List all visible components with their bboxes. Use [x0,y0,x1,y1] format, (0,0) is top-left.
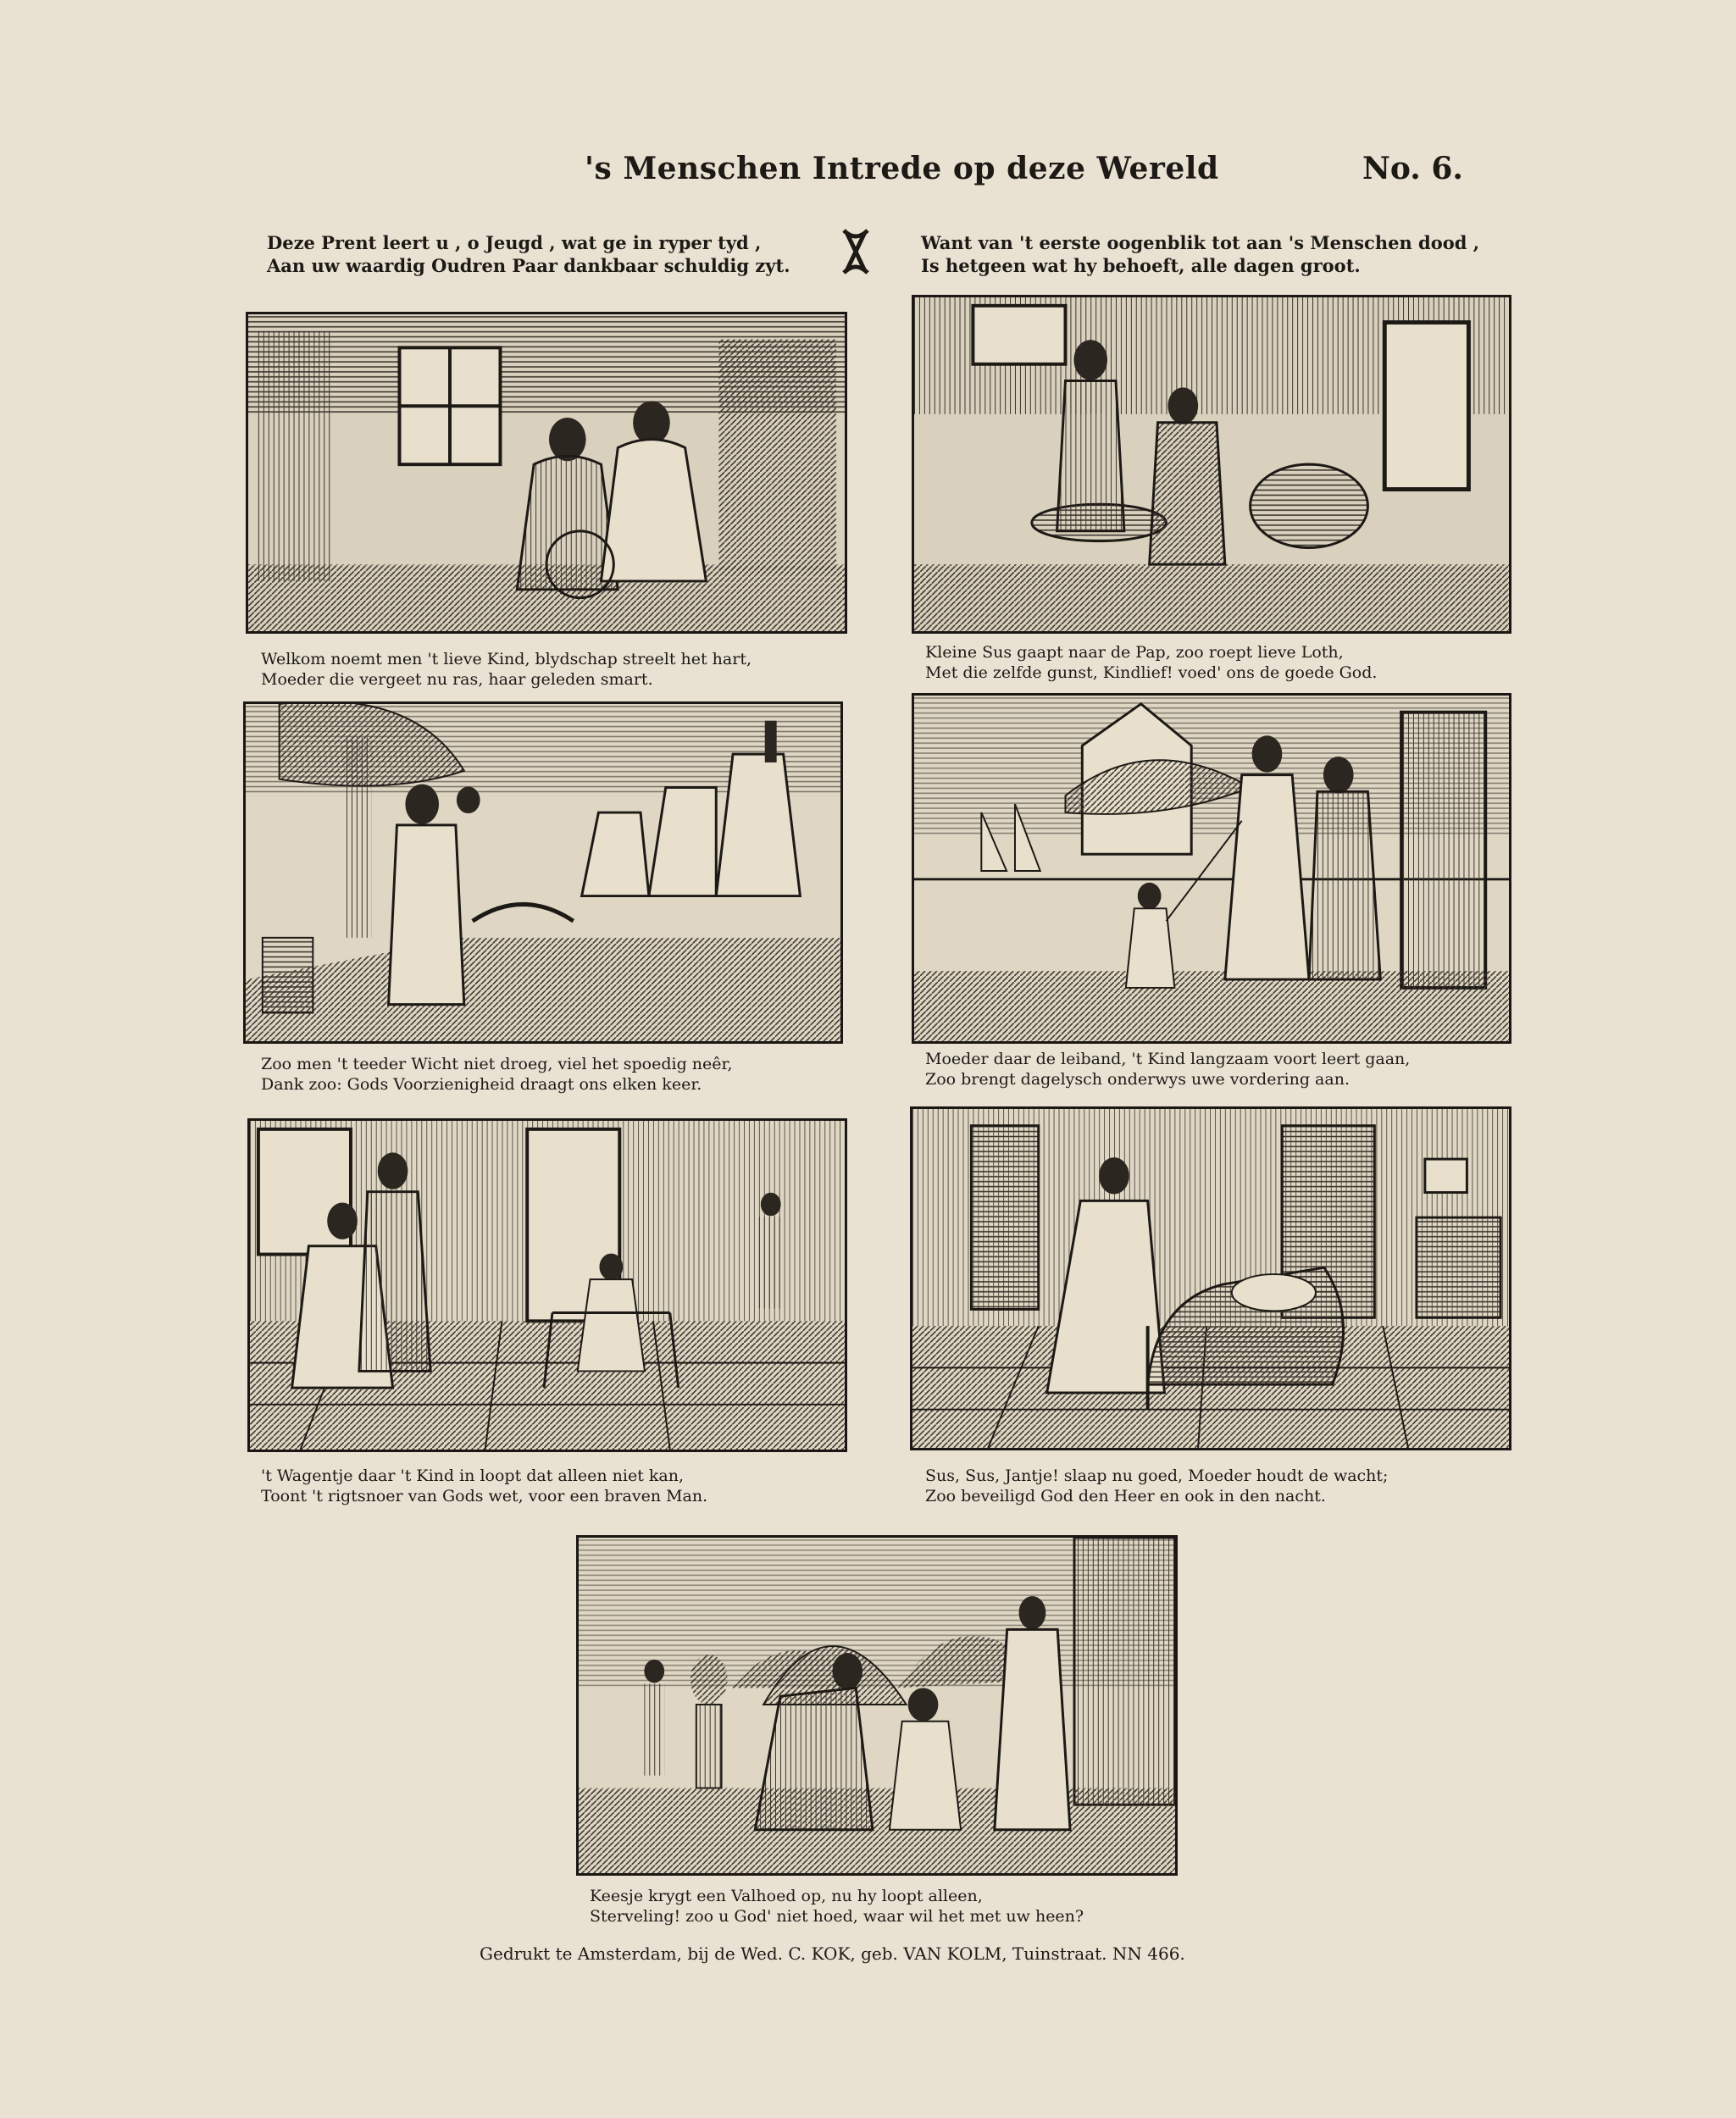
intro-left-line-2: Aan uw waardig Oudren Paar dankbaar schuldig zyt. [267,255,790,276]
woodcut-panel-leading-strings [912,693,1511,1044]
caption-panel-4 [925,1049,1410,1089]
caption-line: Welkom noemt men 't lieve Kind, blydschap streelt het hart, [261,650,752,668]
caption-panel-6 [925,1466,1388,1506]
woodcut-panel-walking-frame [247,1118,847,1452]
caption-line: Moeder die vergeet nu ras, haar geleden smart. [261,670,653,689]
intro-right-line-1: Want van 't eerste oogenblik tot aan 's Menschen dood , [921,232,1480,253]
caption-line: Zoo beveiligd God den Heer en ook in den nacht. [925,1487,1326,1505]
caption-line: Toont 't rigtsnoer van Gods wet, voor een braven Man. [261,1487,708,1505]
caption-panel-3 [261,1054,733,1095]
caption-panel-5 [261,1466,707,1506]
intro-verse-right [921,231,1479,277]
caption-line: Zoo men 't teeder Wicht niet droeg, viel het spoedig neêr, [261,1055,733,1073]
caption-line: Sus, Sus, Jantje! slaap nu goed, Moeder houdt de wacht; [925,1467,1389,1485]
caption-line: Keesje krygt een Valhoed op, nu hy loopt alleen, [590,1887,983,1905]
woodcut-panel-falling-cap [576,1535,1178,1876]
caption-panel-2 [925,642,1377,683]
caption-line: Sterveling! zoo u God' niet hoed, waar wil het met uw heen? [590,1907,1084,1926]
caption-line: Kleine Sus gaapt naar de Pap, zoo roept lieve Loth, [925,643,1344,662]
woodcut-panel-family-table [912,295,1511,634]
intro-verse-left [267,231,790,277]
caption-panel-7 [590,1886,1084,1927]
woodcut-panel-birth [246,312,847,634]
caption-line: Dank zoo: Gods Voorzienigheid draagt ons elken keer. [261,1075,702,1094]
intro-left-line-1: Deze Prent leert u , o Jeugd , wat ge in ryper tyd , [267,232,762,253]
sheet-number: No. 6. [1362,151,1463,186]
caption-line: Moeder daar de leiband, 't Kind langzaam voort leert gaan, [925,1050,1411,1068]
page-title: 's Menschen Intrede op deze Wereld [585,151,1219,186]
caption-panel-1 [261,649,752,690]
caption-line: Zoo brengt dagelysch onderwys uwe vordering aan. [925,1070,1350,1089]
intro-right-line-2: Is hetgeen wat hy behoeft, alle dagen groot. [921,255,1361,276]
caption-line: Met die zelfde gunst, Kindlief! voed' ons de goede God. [925,663,1378,682]
ornament-icon [839,227,873,276]
printer-imprint: Gedrukt te Amsterdam, bij de Wed. C. KOK, geb. VAN KOLM, Tuinstraat. NN 466. [480,1943,1185,1964]
woodcut-panel-cradle [910,1106,1511,1450]
caption-line: 't Wagentje daar 't Kind in loopt dat alleen niet kan, [261,1467,685,1485]
woodcut-panel-carried-child [243,701,843,1044]
